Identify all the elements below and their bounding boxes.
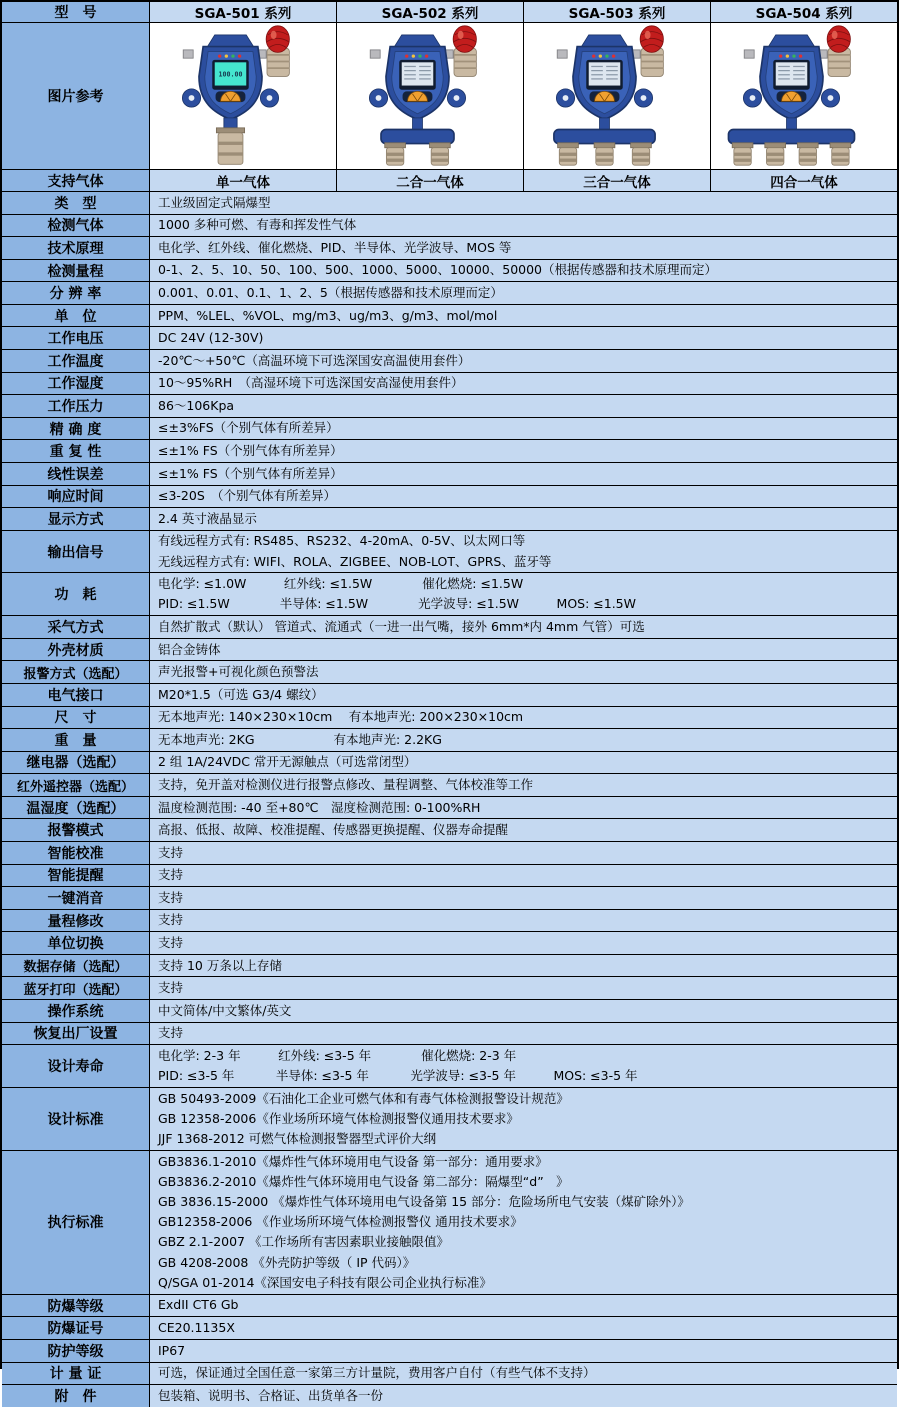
spec-value: 2 组 1A/24VDC 常开无源触点（可选常闭型） (158, 754, 417, 770)
row-label-gas: 支持气体 (2, 170, 150, 191)
spec-row (2, 887, 897, 910)
model-header-4: SGA-504 系列 (711, 2, 897, 22)
spec-row (2, 910, 897, 933)
spec-value: 支持 (158, 1025, 184, 1041)
spec-value: 中文简体/中文繁体/英文 (158, 1002, 292, 1018)
spec-row (2, 395, 897, 418)
device-image-sga-504 (721, 25, 887, 166)
model-header-1: SGA-501 系列 (150, 2, 337, 22)
spec-value-cell (150, 350, 897, 372)
spec-row (2, 305, 897, 328)
image-row (2, 23, 897, 170)
gas-type-4: 四合一气体 (711, 170, 897, 191)
device-image-cell-2 (337, 23, 524, 169)
spec-value: PPM、%LEL、%VOL、mg/m3、ug/m3、g/m3、mol/mol (158, 307, 498, 323)
spec-row (2, 508, 897, 531)
spec-row (2, 1151, 897, 1295)
spec-value: IP67 (158, 1342, 186, 1358)
spec-label: 智能提醒 (2, 865, 150, 887)
spec-row (2, 282, 897, 305)
spec-value: GB3836.2-2010《爆炸性气体环境用电气设备 第二部分：隔爆型“d” 》 (158, 1173, 569, 1189)
spec-value: 无本地声光: 140×230×10cm 有本地声光: 200×230×10cm (158, 709, 524, 725)
spec-value-cell (150, 1363, 897, 1385)
spec-value-cell (150, 774, 897, 796)
spec-value-cell (150, 819, 897, 841)
spec-row (2, 486, 897, 509)
sensor-probe-icon (216, 128, 244, 164)
spec-value: 支持 (158, 844, 184, 860)
spec-value: 86～106Kpa (158, 397, 235, 413)
lcd-screen (776, 62, 808, 85)
spec-value: 声光报警+可视化颜色预警法 (158, 664, 319, 680)
spec-row (2, 192, 897, 215)
spec-label: 执行标准 (2, 1151, 150, 1294)
spec-value-cell (150, 418, 897, 440)
spec-value: GB3836.1-2010《爆炸性气体环境用电气设备 第一部分：通用要求》 (158, 1153, 548, 1169)
spec-value-cell (150, 1000, 897, 1022)
spec-value: M20*1.5（可选 G3/4 螺纹） (158, 686, 324, 702)
spec-value-cell (150, 1151, 897, 1294)
spec-value-cell (150, 955, 897, 977)
spec-value-cell (150, 684, 897, 706)
spec-label: 工作湿度 (2, 373, 150, 395)
spec-value-cell (150, 373, 897, 395)
spec-label: 检测气体 (2, 215, 150, 237)
spec-row (2, 639, 897, 662)
spec-row (2, 260, 897, 283)
spec-value: CE20.1135X (158, 1320, 235, 1336)
mount-lug-left (183, 50, 193, 58)
sensor-probe-icon (385, 143, 406, 165)
spec-value-cell (150, 977, 897, 999)
sensor-probe-icon (798, 143, 819, 165)
spec-value-cell (150, 486, 897, 508)
spec-label: 恢复出厂设置 (2, 1023, 150, 1045)
spec-label: 功 耗 (2, 573, 150, 615)
spec-label: 防护等级 (2, 1340, 150, 1362)
spec-label: 电气接口 (2, 684, 150, 706)
spec-value-cell (150, 707, 897, 729)
spec-label: 蓝牙打印（选配） (2, 977, 150, 999)
gas-type-3: 三合一气体 (524, 170, 711, 191)
spec-label: 红外遥控器（选配） (2, 774, 150, 796)
spec-row (2, 819, 897, 842)
spec-value: GB 50493-2009《石油化工企业可燃气体和有毒气体检测报警设计规范》 (158, 1090, 569, 1106)
mount-lug-left (744, 50, 754, 58)
spec-label: 外壳材质 (2, 639, 150, 661)
spec-value: 可选，保证通过全国任意一家第三方计量院，费用客户自付（有些气体不支持） (158, 1365, 596, 1381)
spec-value: 温度检测范围: -40 至+80℃ 湿度检测范围: 0-100%RH (158, 799, 481, 815)
spec-row (2, 661, 897, 684)
spec-value-cell (150, 887, 897, 909)
mount-lug-left (557, 50, 567, 58)
spec-label: 单位切换 (2, 932, 150, 954)
spec-value-cell (150, 260, 897, 282)
device-image-cell-4 (711, 23, 897, 169)
spec-label: 温湿度（选配） (2, 797, 150, 819)
device-neck (224, 118, 237, 128)
spec-label: 重 量 (2, 729, 150, 751)
alarm-beacon-icon (827, 26, 850, 77)
spec-value: 10～95%RH （高湿环境下可选深国安高湿使用套件） (158, 375, 464, 391)
manifold (554, 130, 655, 144)
spec-value: ≤±1% FS（个别气体有所差异） (158, 443, 343, 459)
screen-reading: 100.00 (218, 70, 243, 79)
spec-row (2, 932, 897, 955)
spec-label: 显示方式 (2, 508, 150, 530)
lcd-screen (589, 62, 621, 85)
spec-value: Q/SGA 01-2014《深国安电子科技有限公司企业执行标准》 (158, 1274, 492, 1290)
spec-value-cell (150, 508, 897, 530)
spec-value: 支持 (158, 867, 184, 883)
gas-type-2: 二合一气体 (337, 170, 524, 191)
spec-row (2, 684, 897, 707)
spec-row (2, 1340, 897, 1363)
spec-value-cell (150, 237, 897, 259)
spec-label: 防爆证号 (2, 1317, 150, 1339)
spec-value: 电化学: ≤1.0W 红外线: ≤1.5W 催化燃烧: ≤1.5W (158, 576, 524, 592)
spec-value: DC 24V (12-30V) (158, 330, 264, 346)
spec-label: 一键消音 (2, 887, 150, 909)
spec-value: 支持 (158, 980, 184, 996)
spec-value-cell (150, 616, 897, 638)
spec-value: ≤3-20S （个别气体有所差异） (158, 488, 337, 504)
spec-value-cell (150, 463, 897, 485)
spec-row (2, 1363, 897, 1386)
spec-label: 报警方式（选配） (2, 661, 150, 683)
spec-value-cell (150, 531, 897, 573)
spec-value-cell (150, 639, 897, 661)
sensor-probe-icon (631, 143, 652, 165)
spec-row (2, 573, 897, 616)
spec-value: JJF 1368-2012 可燃气体检测报警器型式评价大纲 (158, 1131, 437, 1147)
spec-row (2, 797, 897, 820)
spec-row (2, 1088, 897, 1151)
spec-value: ExdII CT6 Gb (158, 1297, 239, 1313)
spec-rows (2, 192, 897, 1407)
spec-value: -20℃～+50℃（高温环境下可选深国安高温使用套件） (158, 352, 471, 368)
mount-lug-left (370, 50, 380, 58)
spec-value-cell (150, 1385, 897, 1407)
spec-label: 防爆等级 (2, 1295, 150, 1317)
spec-value: 支持，免开盖对检测仪进行报警点修改、量程调整、气体校准等工作 (158, 776, 534, 792)
spec-value: 0-1、2、5、10、50、100、500、1000、5000、10000、50000（根据传感器和技术原理而定） (158, 262, 718, 278)
spec-label: 尺 寸 (2, 707, 150, 729)
model-header-row (2, 2, 897, 23)
spec-value: 电化学: 2-3 年 红外线: ≤3-5 年 催化燃烧: 2-3 年 (158, 1047, 517, 1063)
spec-value-cell (150, 573, 897, 615)
spec-value-cell (150, 1317, 897, 1339)
spec-value-cell (150, 932, 897, 954)
lcd-screen (402, 62, 434, 85)
spec-value: GB 3836.15-2000 《爆炸性气体环境用电气设备第 15 部分：危险场所电气安装（煤矿除外）》 (158, 1194, 690, 1210)
spec-value-cell (150, 215, 897, 237)
spec-value-cell (150, 327, 897, 349)
spec-value: 支持 (158, 935, 184, 951)
spec-value-cell (150, 395, 897, 417)
device-image-sga-503 (534, 25, 700, 166)
spec-value: 支持 (158, 889, 184, 905)
sensor-probe-icon (732, 143, 753, 165)
gas-type-1: 单一气体 (150, 170, 337, 191)
spec-value: 1000 多种可燃、有毒和挥发性气体 (158, 217, 357, 233)
spec-row (2, 463, 897, 486)
spec-value: 自然扩散式（默认） 管道式、流通式（一进一出气嘴，接外 6mm*内 4mm 气管）可选 (158, 618, 645, 634)
spec-row (2, 531, 897, 574)
spec-row (2, 955, 897, 978)
spec-label: 分 辨 率 (2, 282, 150, 304)
spec-value: GB 12358-2006《作业场所环境气体检测报警仪通用技术要求》 (158, 1110, 519, 1126)
spec-value: 2.4 英寸液晶显示 (158, 510, 257, 526)
sensor-probe-icon (594, 143, 615, 165)
spec-value: 有线远程方式有: RS485、RS232、4-20mA、0-5V、以太网口等 (158, 533, 526, 549)
spec-row (2, 729, 897, 752)
manifold (381, 130, 454, 144)
device-image-cols (150, 23, 897, 169)
row-label-image: 图片参考 (2, 23, 150, 169)
spec-row (2, 707, 897, 730)
sensor-probe-icon (765, 143, 786, 165)
model-header-2: SGA-502 系列 (337, 2, 524, 22)
sensor-probe-icon (558, 143, 579, 165)
spec-label: 智能校准 (2, 842, 150, 864)
spec-row (2, 977, 897, 1000)
spec-value: 支持 (158, 912, 184, 928)
alarm-beacon-icon (453, 26, 476, 77)
model-header-cols (150, 2, 897, 22)
model-header-3: SGA-503 系列 (524, 2, 711, 22)
spec-value-cell (150, 661, 897, 683)
spec-row (2, 752, 897, 775)
sensor-probe-icon (830, 143, 851, 165)
spec-label: 量程修改 (2, 910, 150, 932)
spec-value-cell (150, 910, 897, 932)
spec-value: GBZ 2.1-2007 《工作场所有害因素职业接触限值》 (158, 1234, 449, 1250)
device-image-sga-501 (160, 25, 326, 166)
spec-row (2, 215, 897, 238)
spec-value: 铝合金铸体 (158, 641, 221, 657)
spec-row (2, 616, 897, 639)
manifold (729, 130, 855, 144)
spec-label: 工作压力 (2, 395, 150, 417)
spec-row (2, 327, 897, 350)
row-label-model: 型 号 (2, 2, 150, 22)
spec-label: 单 位 (2, 305, 150, 327)
spec-value: 支持 10 万条以上存储 (158, 957, 282, 973)
device-image-cell-3 (524, 23, 711, 169)
spec-label: 精 确 度 (2, 418, 150, 440)
spec-label: 计 量 证 (2, 1363, 150, 1385)
spec-value: 高报、低报、故障、校准提醒、传感器更换提醒、仪器寿命提醒 (158, 822, 509, 838)
spec-row (2, 774, 897, 797)
spec-value: ≤±1% FS（个别气体有所差异） (158, 465, 343, 481)
spec-value-cell (150, 752, 897, 774)
spec-row (2, 865, 897, 888)
spec-value-cell (150, 842, 897, 864)
spec-label: 设计寿命 (2, 1045, 150, 1087)
spec-value-cell (150, 305, 897, 327)
spec-label: 采气方式 (2, 616, 150, 638)
spec-value-cell (150, 192, 897, 214)
spec-value-cell (150, 729, 897, 751)
spec-value-cell (150, 1023, 897, 1045)
alarm-beacon-icon (640, 26, 663, 77)
spec-row (2, 350, 897, 373)
spec-label: 操作系统 (2, 1000, 150, 1022)
spec-row (2, 842, 897, 865)
spec-row (2, 1295, 897, 1318)
spec-value: 0.001、0.01、0.1、1、2、5（根据传感器和技术原理而定） (158, 285, 503, 300)
spec-label: 技术原理 (2, 237, 150, 259)
device-image-sga-502 (347, 25, 513, 166)
spec-row (2, 1023, 897, 1046)
spec-value-cell (150, 282, 897, 304)
spec-row (2, 1317, 897, 1340)
sensor-probe-icon (430, 143, 451, 165)
spec-label: 重 复 性 (2, 440, 150, 462)
spec-label: 输出信号 (2, 531, 150, 573)
spec-value: PID: ≤1.5W 半导体: ≤1.5W 光学波导: ≤1.5W MOS: ≤1.5W (158, 596, 636, 612)
gas-type-cols (150, 170, 897, 191)
spec-row (2, 373, 897, 396)
spec-label: 报警模式 (2, 819, 150, 841)
spec-value-cell (150, 1088, 897, 1150)
spec-value-cell (150, 1295, 897, 1317)
spec-label: 工作电压 (2, 327, 150, 349)
spec-value: GB12358-2006 《作业场所环境气体检测报警仪 通用技术要求》 (158, 1214, 523, 1230)
spec-label: 线性误差 (2, 463, 150, 485)
spec-value-cell (150, 865, 897, 887)
spec-row (2, 237, 897, 260)
spec-row (2, 1000, 897, 1023)
spec-row (2, 440, 897, 463)
alarm-beacon-icon (266, 26, 289, 77)
spec-row (2, 418, 897, 441)
spec-label: 检测量程 (2, 260, 150, 282)
spec-value: 包装箱、说明书、合格证、出货单各一份 (158, 1387, 384, 1403)
spec-label: 附 件 (2, 1385, 150, 1407)
spec-label: 响应时间 (2, 486, 150, 508)
spec-label: 设计标准 (2, 1088, 150, 1150)
spec-row (2, 1385, 897, 1407)
device-image-cell-1 (150, 23, 337, 169)
spec-value-cell (150, 1340, 897, 1362)
spec-label: 类 型 (2, 192, 150, 214)
spec-label: 继电器（选配） (2, 752, 150, 774)
spec-value: 无本地声光: 2KG 有本地声光: 2.2KG (158, 731, 442, 747)
spec-label: 工作温度 (2, 350, 150, 372)
spec-value-cell (150, 1045, 897, 1087)
spec-value: 无线远程方式有: WIFI、ROLA、ZIGBEE、NOB-LOT、GPRS、蓝牙等 (158, 553, 552, 569)
spec-value: PID: ≤3-5 年 半导体: ≤3-5 年 光学波导: ≤3-5 年 MOS: ≤3-5 年 (158, 1068, 638, 1084)
spec-value-cell (150, 797, 897, 819)
spec-row (2, 1045, 897, 1088)
spec-value: GB 4208-2008 《外壳防护等级（ IP 代码）》 (158, 1254, 416, 1270)
spec-value: ≤±3%FS（个别气体有所差异） (158, 420, 339, 436)
spec-value-cell (150, 440, 897, 462)
gas-row (2, 170, 897, 192)
spec-label: 数据存储（选配） (2, 955, 150, 977)
spec-value: 电化学、红外线、催化燃烧、PID、半导体、光学波导、MOS 等 (158, 239, 512, 255)
spec-value: 工业级固定式隔爆型 (158, 194, 271, 210)
